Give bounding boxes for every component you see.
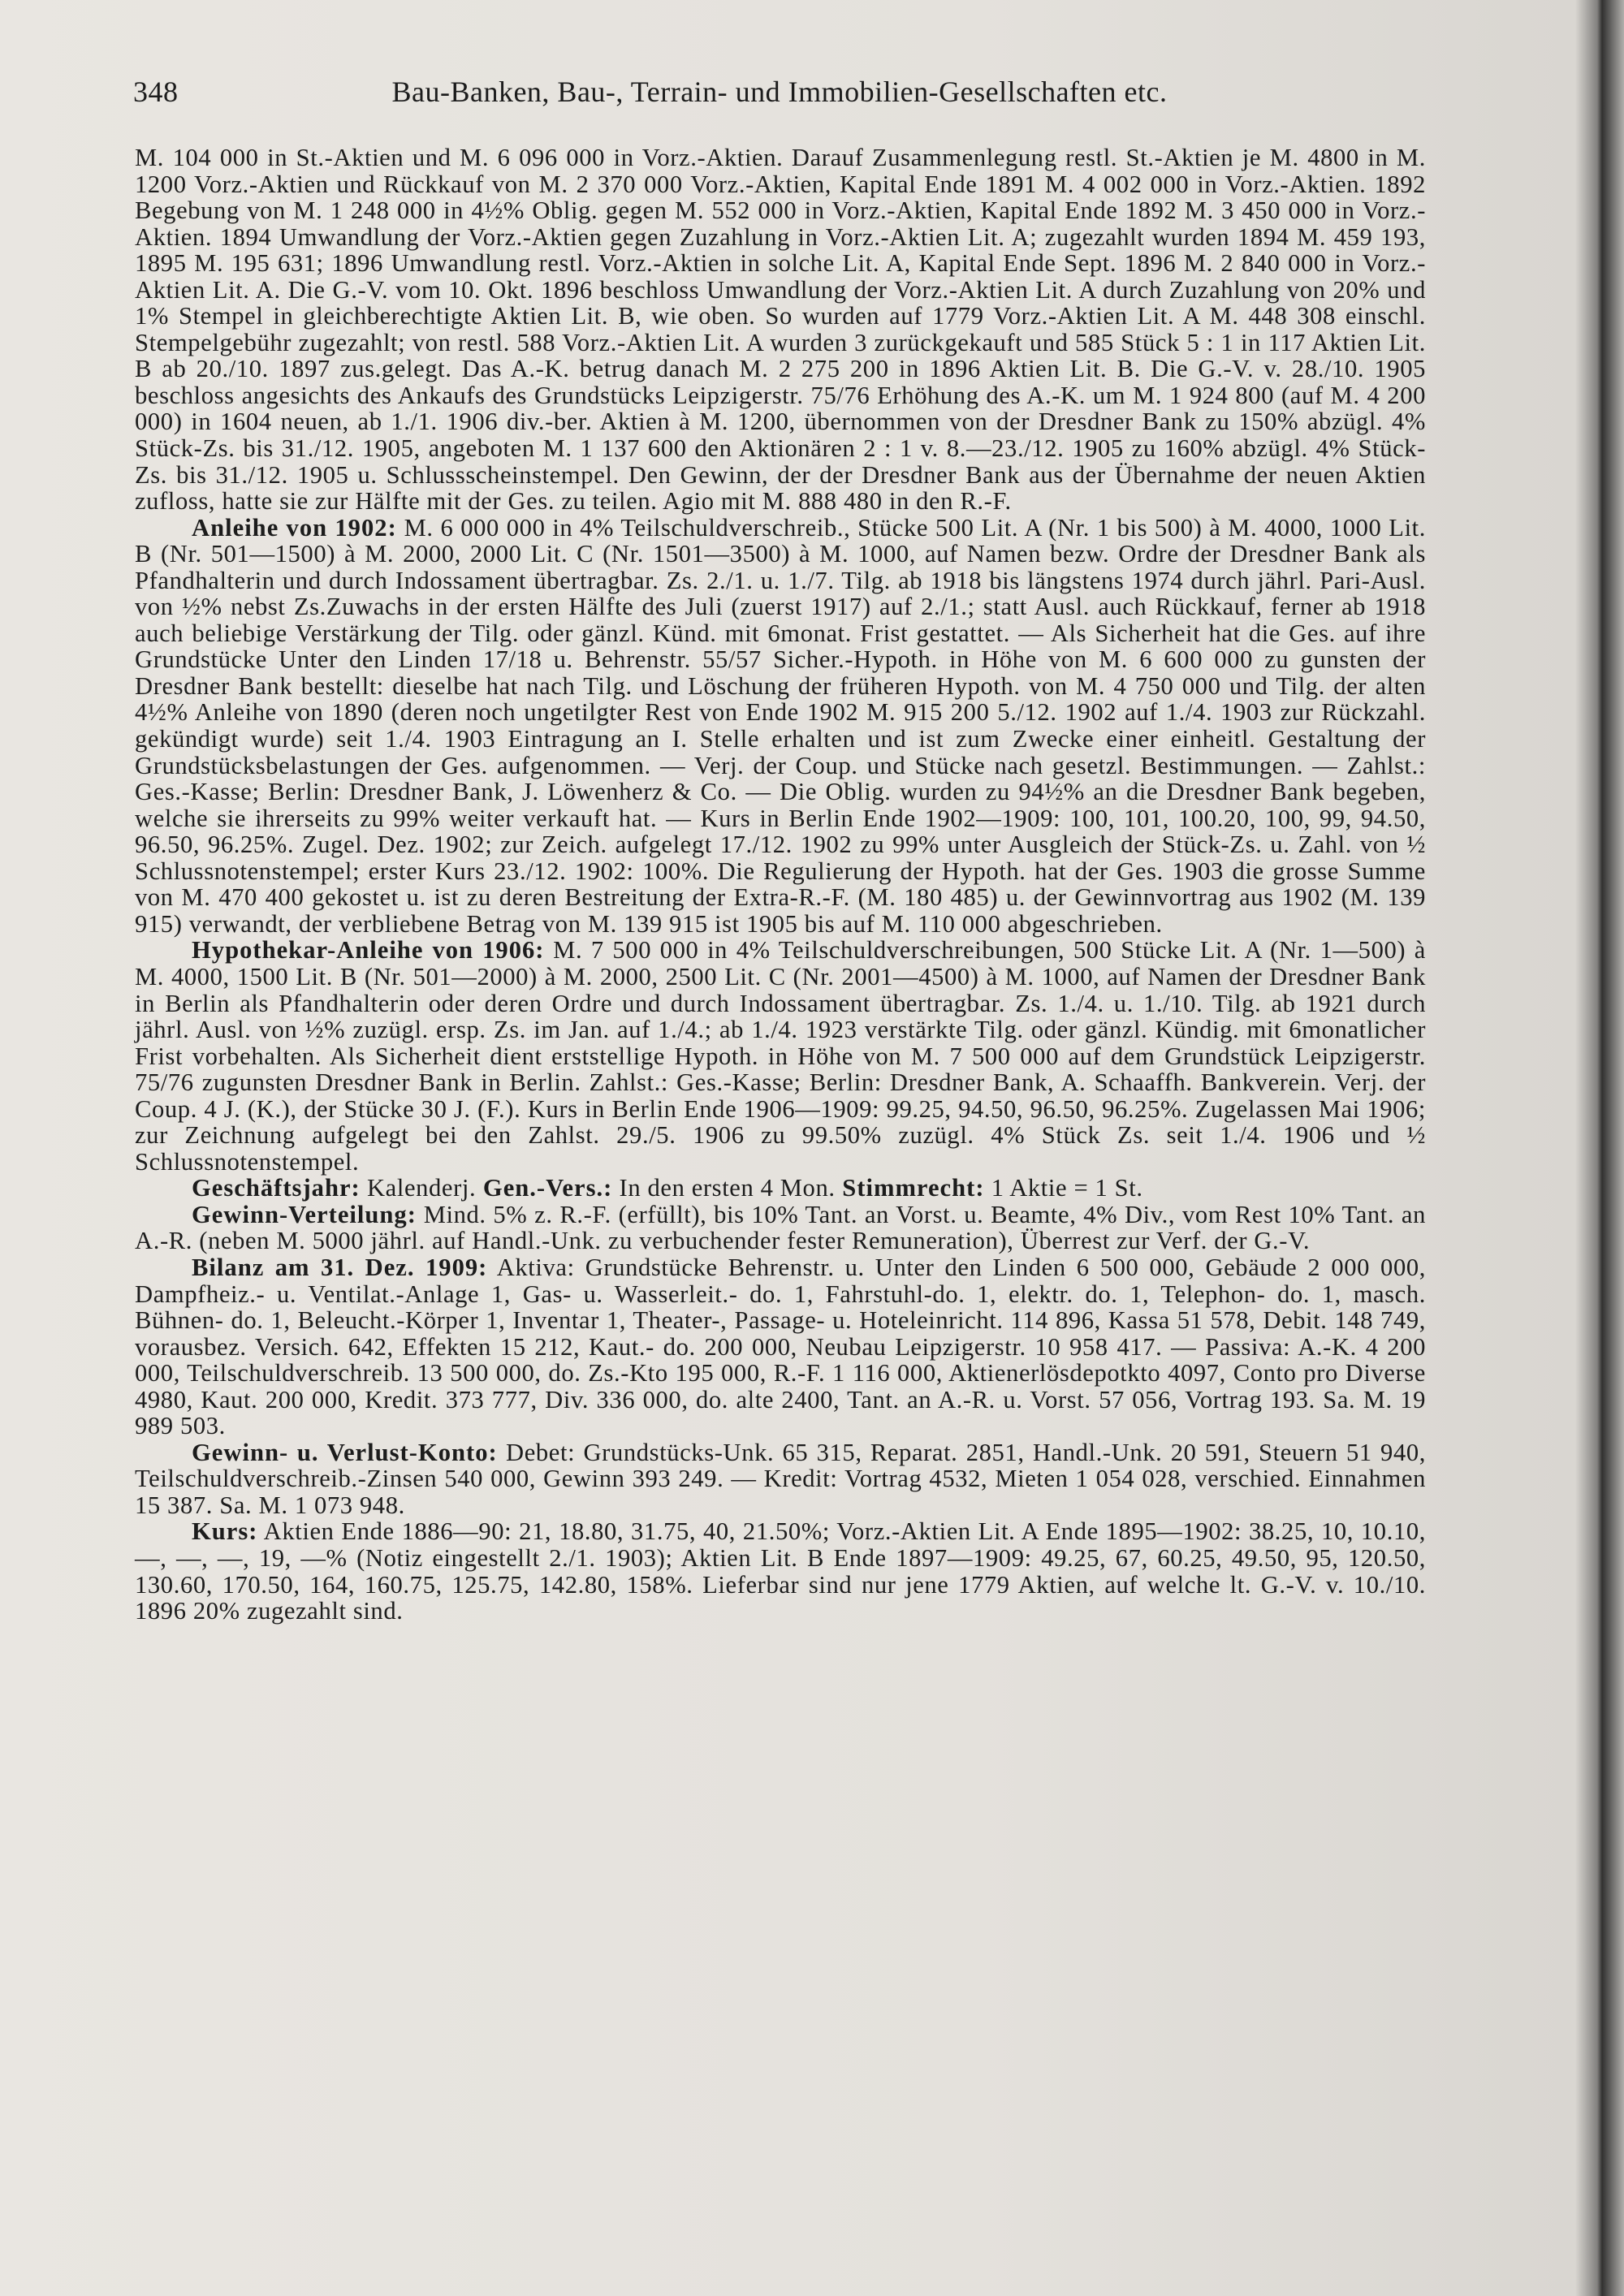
section-heading: Geschäftsjahr: — [192, 1174, 361, 1202]
section-heading: Gewinn-Verteilung: — [192, 1200, 417, 1228]
paragraph-text: Kalenderj. — [360, 1174, 477, 1202]
section-heading: Kurs: — [192, 1517, 258, 1546]
section-heading: Anleihe von 1902: — [192, 513, 397, 542]
paragraph-anleihe-1906 — [135, 937, 1426, 1175]
paragraph-text: Aktien Ende 1886—90: 21, 18.80, 31.75, 40, 21.50%; Vorz.-Aktien Lit. A Ende 1895—1902: 38.25, 10, 10.10, —, —, —, 19, —% (Notiz eingestellt 2./1. 1903); Aktien Lit. B Ende 1897—1909: 49.25, 67, 60.25, 49.50, 95, 120.50, 130.60, 170.50, 164, 160.75, 125.75, 142.80, 158%. Lieferbar sind nur jene 1779 Aktien, auf welche lt. G.-V. v. 10./10. 1896 20% zugezahlt sind. — [135, 1517, 1426, 1625]
section-heading: Stimmrecht: — [835, 1174, 985, 1202]
paragraph-text: In den ersten 4 Mon. — [612, 1174, 836, 1202]
section-heading: Gen.-Vers.: — [476, 1174, 613, 1202]
paragraph-bilanz — [135, 1254, 1426, 1439]
paragraph-text: Debet: Grundstücks-Unk. 65 315, Reparat. 2851, Handl.-Unk. 20 591, Steuern 51 940, Teilschuldverschreib.-Zinsen 540 000, Gewinn 393 249. — Kredit: Vortrag 4532, Mieten 1 054 028, verschied. Einnahmen 15 387. Sa. M. 1 073 948. — [135, 1438, 1426, 1519]
paragraph-capital-history — [135, 145, 1426, 515]
paragraph-gewinn-verteilung — [135, 1202, 1426, 1254]
paragraph-kurs — [135, 1518, 1426, 1624]
section-heading: Hypothekar-Anleihe von 1906: — [192, 936, 545, 965]
paragraph-text: M. 7 500 000 in 4% Teilschuldverschreibungen, 500 Stücke Lit. A (Nr. 1—500) à M. 4000, 1500 Lit. B (Nr. 501—2000) à M. 2000, 2500 Lit. C (Nr. 2001—4500) à M. 1000, auf Namen der Dresdner Bank in Berlin als Pfandhalterin oder deren Ordre und durch Indossament übertragbar. Zs. 1./4. u. 1./10. Tilg. ab 1921 durch jährl. Ausl. von ½% zuzügl. ersp. Zs. im Jan. auf 1./4.; ab 1./4. 1923 verstärkte Tilg. oder gänzl. Kündig. mit 6monatlicher Frist vorbehalten. Als Sicherheit dient erststellige Hypoth. in Höhe von M. 7 500 000 auf dem Grundstück Leipzigerstr. 75/76 zugunsten Dresdner Bank in Berlin. Zahlst.: Ges.-Kasse; Berlin: Dresdner Bank, A. Schaaffh. Bankverein. Verj. der Coup. 4 J. (K.), der Stücke 30 J. (F.). Kurs in Berlin Ende 1906—1909: 99.25, 94.50, 96.50, 96.25%. Zugelassen Mai 1906; zur Zeichnung aufgelegt bei den Zahlst. 29./5. 1906 zu 99.50% zuzügl. 4% Stück Zs. seit 1./4. 1906 und ½ Schlussnotenstempel. — [135, 936, 1426, 1176]
page-header — [130, 75, 1429, 115]
paragraph-text: M. 6 000 000 in 4% Teilschuldverschreib., Stücke 500 Lit. A (Nr. 1 bis 500) à M. 4000, 1000 Lit. B (Nr. 501—1500) à M. 2000, 2000 Lit. C (Nr. 1501—3500) à M. 1000, auf Namen bezw. Ordre der Dresdner Bank als Pfandhalterin und durch Indossament übertragbar. Zs. 2./1. u. 1./7. Tilg. ab 1918 bis längstens 1974 durch jährl. Pari-Ausl. von ½% nebst Zs.Zuwachs in der ersten Hälfte des Juli (zuerst 1917) auf 2./1.; statt Ausl. auch Rückkauf, ferner ab 1918 auch beliebige Verstärkung der Tilg. oder gänzl. Künd. mit 6monat. Frist gestattet. — Als Sicherheit hat die Ges. auf ihre Grundstücke Unter den Linden 17/18 u. Behrenstr. 55/57 Sicher.-Hypoth. in Höhe von M. 6 600 000 zu gunsten der Dresdner Bank bestellt: dieselbe hat nach Tilg. und Löschung der früheren Hypoth. von M. 4 750 000 und Tilg. der alten 4½% Anleihe von 1890 (deren noch ungetilgter Rest von Ende 1902 M. 915 200 5./12. 1902 auf 1./4. 1903 zur Rückzahl. gekündigt wurde) seit 1./4. 1903 Eintragung an I. Stelle erhalten und ist zum Zwecke einer einheitl. Gestaltung der Grundstücksbelastungen der Ges. aufgenommen. — Verj. der Coup. und Stücke nach gesetzl. Bestimmungen. — Zahlst.: Ges.-Kasse; Berlin: Dresdner Bank, J. Löwenherz & Co. — Die Oblig. wurden zu 94½% an die Dresdner Bank begeben, welche sie ihrerseits zu 99% weiter verkauft hat. — Kurs in Berlin Ende 1902—1909: 100, 101, 100.20, 100, 99, 94.50, 96.50, 96.25%. Zugel. Dez. 1902; zur Zeich. aufgelegt 17./12. 1902 zu 99% unter Ausgleich der Stück-Zs. u. Zahl. von ½ Schlussnotenstempel; erster Kurs 23./12. 1902: 100%. Die Regulierung der Hypoth. hat der Ges. 1903 die grosse Summe von M. 470 400 gekostet u. ist zu deren Bestreitung der Extra-R.-F. (M. 180 485) u. der Gewinnvortrag aus 1902 (M. 139 915) verwandt, der verbliebene Betrag von M. 139 915 ist 1905 bis auf M. 110 000 abgeschrieben. — [135, 513, 1427, 938]
binding-edge-shadow — [1575, 0, 1624, 2296]
section-heading: Bilanz am 31. Dez. 1909: — [192, 1253, 488, 1281]
paragraph-anleihe-1902 — [135, 515, 1426, 938]
paragraph-text: M. 104 000 in St.-Aktien und M. 6 096 000 in Vorz.-Aktien. Darauf Zusammenlegung restl. St.-Aktien je M. 4800 in M. 1200 Vorz.-Aktien und Rückkauf von M. 2 370 000 Vorz.-Aktien, Kapital Ende 1891 M. 4 002 000 in Vorz.-Aktien. 1892 Begebung von M. 1 248 000 in 4½% Oblig. gegen M. 552 000 in Vorz.-Aktien, Kapital Ende 1892 M. 3 450 000 in Vorz.-Aktien. 1894 Umwandlung der Vorz.-Aktien gegen Zuzahlung in Vorz.-Aktien Lit. A; zugezahlt wurden 1894 M. 459 193, 1895 M. 195 631; 1896 Umwandlung restl. Vorz.-Aktien in solche Lit. A, Kapital Ende Sept. 1896 M. 2 840 000 in Vorz.-Aktien Lit. A. Die G.-V. vom 10. Okt. 1896 beschloss Umwandlung der Vorz.-Aktien Lit. A durch Zuzahlung von 20% und 1% Stempel in gleichberechtigte Aktien Lit. B, wie oben. So wurden auf 1779 Vorz.-Aktien Lit. A M. 448 308 einschl. Stempelgebühr zugezahlt; von restl. 588 Vorz.-Aktien Lit. A wurden 3 zurückgekauft und 585 Stück 5 : 1 in 117 Aktien Lit. B ab 20./10. 1897 zus.gelegt. Das A.-K. betrug danach M. 2 275 200 in 1896 Aktien Lit. B. Die G.-V. v. 28./10. 1905 beschloss angesichts des Ankaufs des Grundstücks Leipzigerstr. 75/76 Erhöhung des A.-K. um M. 1 924 800 (auf M. 4 200 000) in 1604 neuen, ab 1./1. 1906 div.-ber. Aktien à M. 1200, übernommen von der Dresdner Bank zu 150% abzügl. 4% Stück-Zs. bis 31./12. 1905, angeboten M. 1 137 600 den Aktionären 2 : 1 v. 8.—23./12. 1905 zu 160% abzügl. 4% Stück-Zs. bis 31./12. 1905 u. Schlussscheinstempel. Den Gewinn, der der Dresdner Bank aus der Übernahme der neuen Aktien zufloss, hatte sie zur Hälfte mit der Ges. zu teilen. Agio mit M. 888 480 in den R.-F. — [135, 144, 1426, 516]
running-title: Bau-Banken, Bau-, Terrain- und Immobilien-Gesellschaften etc. — [391, 76, 1168, 108]
body-text — [135, 145, 1426, 1625]
paragraph-text: Mind. 5% z. R.-F. (erfüllt), bis 10% Tant. an Vorst. u. Beamte, 4% Div., vom Rest 10% Tant. an A.-R. (neben M. 5000 jährl. auf Handl.-Unk. zu verbuchender fester Remuneration), Überrest zur Verf. der G.-V. — [135, 1200, 1426, 1255]
paragraph-gewinn-verlust — [135, 1439, 1426, 1519]
paragraph-text: Aktiva: Grundstücke Behrenstr. u. Unter den Linden 6 500 000, Gebäude 2 000 000, Dampfheiz.- u. Ventilat.-Anlage 1, Gas- u. Wasserleit.- do. 1, Fahrstuhl-do. 1, elektr. do. 1, Telephon- do. 1, masch. Bühnen- do. 1, Beleucht.-Körper 1, Inventar 1, Theater-, Passage- u. Hoteleinricht. 114 896, Kassa 51 578, Debit. 148 749, vorausbez. Versich. 642, Effekten 15 212, Kaut.- do. 200 000, Neubau Leipzigerstr. 10 958 417. — Passiva: A.-K. 4 200 000, Teilschuldverschreib. 13 500 000, do. Zs.-Kto 195 000, R.-F. 1 116 000, Aktienerlösdepotkto 4097, Conto pro Diverse 4980, Kaut. 200 000, Kredit. 373 777, Div. 336 000, do. alte 2400, Tant. an A.-R. u. Vorst. 57 056, Vortrag 193. Sa. M. 19 989 503. — [135, 1253, 1426, 1440]
page-number: 348 — [133, 76, 179, 108]
section-heading: Gewinn- u. Verlust-Konto: — [192, 1438, 498, 1466]
paragraph-text: 1 Aktie = 1 St. — [984, 1174, 1143, 1202]
paragraph-geschaeftsjahr — [135, 1175, 1426, 1202]
